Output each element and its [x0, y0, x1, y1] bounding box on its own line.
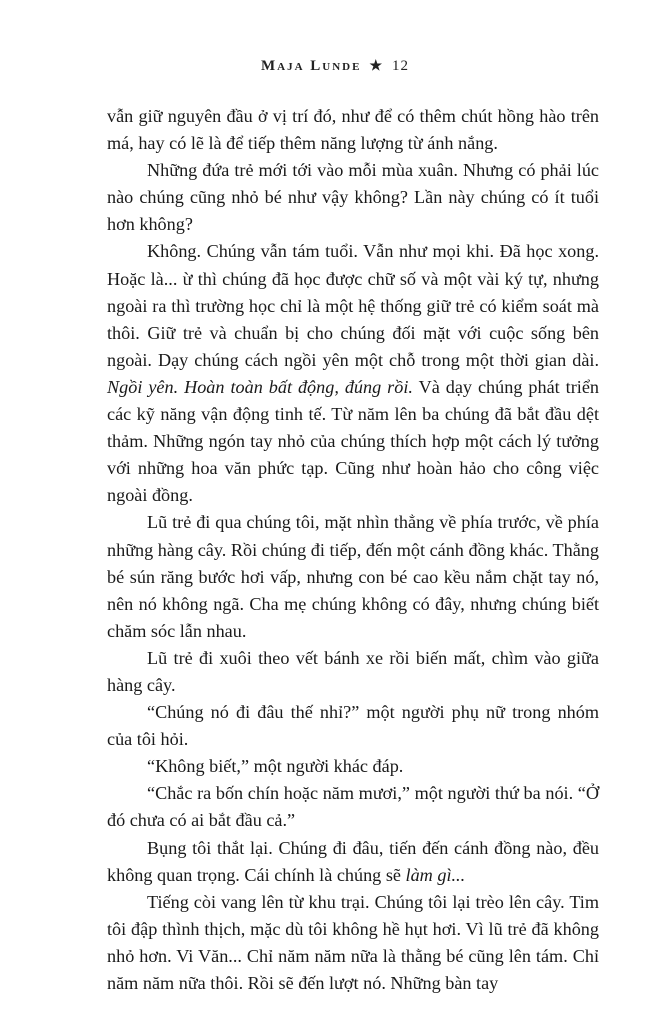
paragraph: [107, 753, 599, 780]
text-segment: Tiếng còi vang lên từ khu trại. Chúng tôi lại trèo lên cây. Tim tôi đập thình thịch, mặc dù tôi không hề hụt hơi. Vì lũ trẻ đã không nhỏ hơn. Vi Văn... Chỉ năm năm nữa là thằng bé cũng lên tám. Chỉ năm năm nữa thôi. Rồi sẽ đến lượt nó. Những bàn tay: [107, 891, 599, 993]
text-segment: “Chắc ra bốn chín hoặc năm mươi,” một người thứ ba nói. “Ở đó chưa có ai bắt đầu cả.”: [107, 783, 599, 831]
text-segment: Những đứa trẻ mới tới vào mỗi mùa xuân. Nhưng có phải lúc nào chúng cũng nhỏ bé như vậy không? Lần này chúng có ít tuổi hơn không?: [107, 160, 599, 235]
body-text: [107, 103, 599, 997]
paragraph: [107, 780, 599, 834]
paragraph: [107, 889, 599, 997]
text-segment: “Chúng nó đi đâu thế nhỉ?” một người phụ nữ trong nhóm của tôi hỏi.: [107, 702, 599, 750]
text-segment: Bụng tôi thắt lại. Chúng đi đâu, tiến đến cánh đồng nào, đều không quan trọng. Cái chính là chúng sẽ: [107, 837, 599, 885]
paragraph: [107, 509, 599, 644]
text-segment: Không. Chúng vẫn tám tuổi. Vẫn như mọi khi. Đã học xong. Hoặc là... ừ thì chúng đã học được chữ số và một vài ký tự, nhưng ngoài ra thì trường học chỉ là một hệ thống giữ trẻ có kiểm soát mà thôi. Giữ trẻ và chuẩn bị cho chúng đối mặt với cuộc sống bên ngoài. Dạy chúng cách ngồi yên một chỗ trong một thời gian dài.: [107, 241, 599, 370]
text-segment: Và dạy chúng phát triển các kỹ năng vận động tinh tế. Từ năm lên ba chúng đã bắt đầu dệt thảm. Những ngón tay nhỏ của chúng thích hợp một cách lý tưởng với những hoa văn phức tạp. Cũng như hoàn hảo cho công việc ngoài đồng.: [107, 376, 599, 506]
text-segment: Lũ trẻ đi qua chúng tôi, mặt nhìn thẳng về phía trước, về phía những hàng cây. Rồi chúng đi tiếp, đến một cánh đồng khác. Thằng bé sún răng bước hơi vấp, nhưng con bé cao kều nắm chặt tay nó, nên nó không ngã. Cha mẹ chúng không có đây, nhưng chúng biết chăm sóc lẫn nhau.: [107, 512, 599, 641]
italic-text: Ngồi yên. Hoàn toàn bất động, đúng rồi.: [107, 376, 413, 397]
paragraph: [107, 157, 599, 238]
author-name: Maja Lunde: [260, 58, 362, 74]
paragraph: [107, 699, 599, 753]
paragraph: [107, 103, 599, 157]
italic-text: làm gì...: [405, 864, 466, 885]
page-number: 12: [392, 58, 410, 74]
paragraph: [107, 238, 599, 509]
star-icon: ★: [369, 59, 385, 74]
paragraph: [107, 835, 599, 889]
text-segment: Lũ trẻ đi xuôi theo vết bánh xe rồi biến mất, chìm vào giữa hàng cây.: [107, 647, 599, 695]
text-segment: “Không biết,” một người khác đáp.: [147, 756, 404, 777]
text-segment: vẫn giữ nguyên đầu ở vị trí đó, như để có thêm chút hồng hào trên má, hay có lẽ là để tiếp thêm năng lượng từ ánh nắng.: [107, 106, 599, 154]
running-header: [0, 58, 670, 75]
paragraph: [107, 645, 599, 699]
